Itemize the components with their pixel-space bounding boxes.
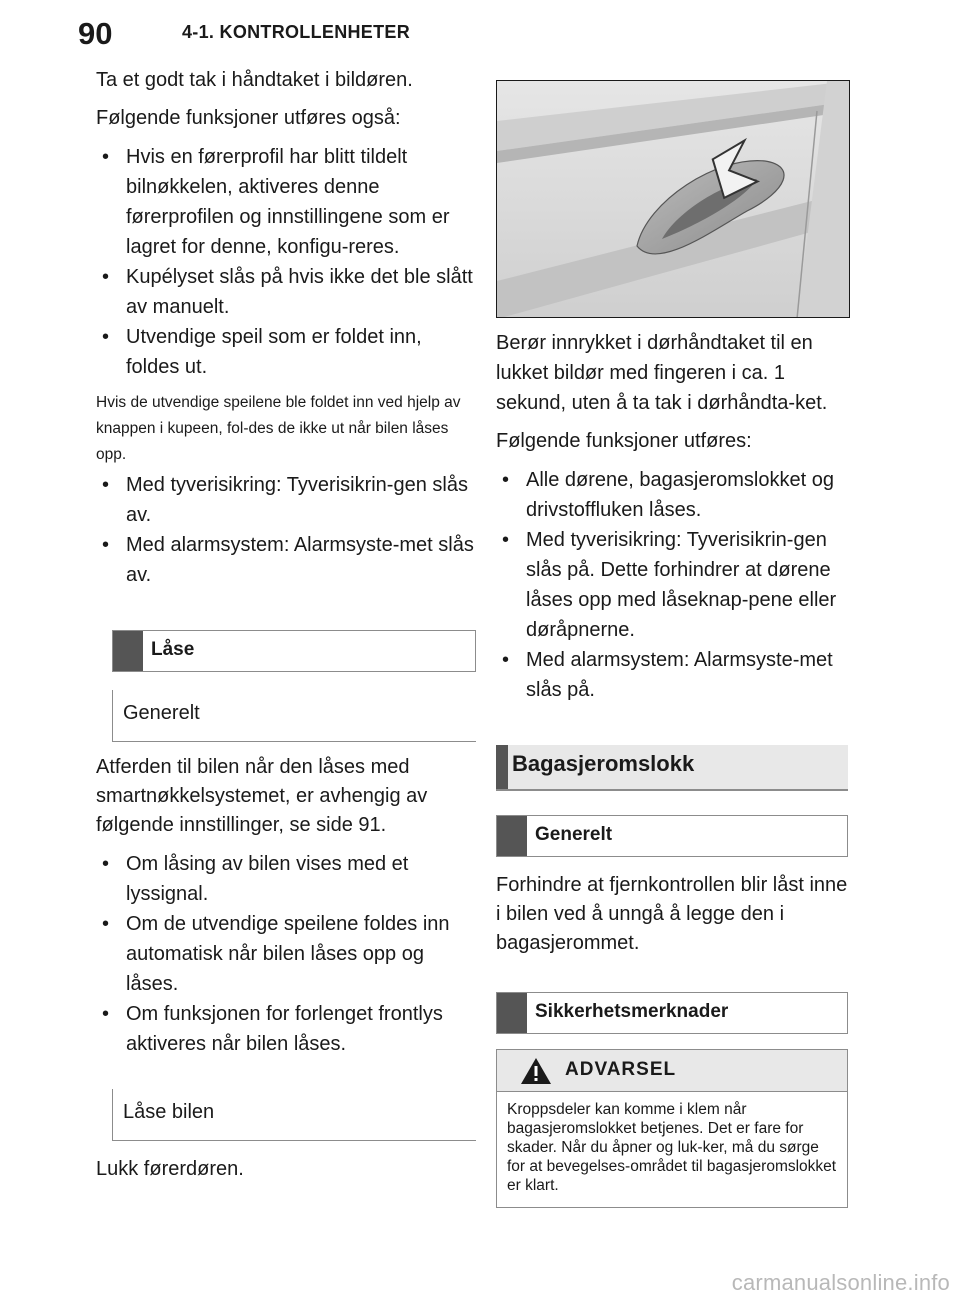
page-header [0, 0, 960, 60]
left-column [96, 66, 476, 1193]
list-item: • Om låsing av bilen vises med et lyssignal. [102, 853, 409, 905]
list-item: • Kupélyset slås på hvis ikke det ble slått av manuelt. [102, 266, 473, 318]
subheading-generelt: Generelt [112, 690, 476, 742]
door-handle-illustration [496, 80, 850, 318]
paragraph: Berør innrykket i dørhåndtaket til en lukket bildør med fingeren i ca. 1 sekund, uten å ta tak i dørhåndta-ket. [496, 332, 828, 414]
section-heading-generelt: Generelt [496, 815, 848, 857]
section-title: 4-1. KONTROLLENHETER [182, 22, 411, 42]
warning-title: ADVARSEL [565, 1059, 677, 1080]
section-heading-bagasjeromslokk: Bagasjeromslokk [496, 745, 848, 789]
paragraph: Lukk førerdøren. [96, 1158, 244, 1180]
paragraph: Atferden til bilen når den låses med smartnøkkelsystemet, er avhengig av følgende innstillinger, se side 91. [96, 756, 428, 836]
list-item: • Alle dørene, bagasjeromslokket og drivstoffluken låses. [502, 469, 834, 521]
list-item: • Hvis en førerprofil har blitt tildelt bilnøkkelen, aktiveres denne førerprofilen og innstillingene som er lagret for denne, konfigu-reres. [102, 146, 450, 258]
warning-box [496, 1049, 848, 1208]
bullet-list [96, 470, 476, 590]
list-item: • Med tyverisikring: Tyverisikrin-gen slås på. Dette forhindrer at dørene låses opp med låseknap-pene eller døråpnerne. [502, 529, 837, 641]
warning-text: Kroppsdeler kan komme i klem når bagasjeromslokket betjenes. Det er fare for skader. Når du åpner og luk-ker, må du sørge for at bevegelses-området til bagasjeromslokket er klart. [507, 1101, 837, 1194]
bullet-list [96, 142, 476, 382]
paragraph: Ta et godt tak i håndtaket i bildøren. [96, 69, 413, 91]
heading-bar [497, 816, 527, 856]
page-number: 90 [78, 16, 113, 51]
heading-bar [497, 993, 527, 1033]
subheading-lase-bilen: Låse bilen [112, 1089, 476, 1141]
list-item: • Om funksjonen for forlenget frontlys aktiveres når bilen låses. [102, 1003, 443, 1055]
paragraph: Følgende funksjoner utføres: [496, 430, 752, 452]
watermark: carmanualsonline.info [731, 1270, 950, 1295]
heading-bar [113, 631, 143, 671]
right-column [496, 80, 856, 1208]
note-text: Hvis de utvendige speilene ble foldet inn ved hjelp av knappen i kupeen, fol-des de ikke ut når bilen låses opp. [96, 394, 461, 463]
paragraph: Forhindre at fjernkontrollen blir låst inne i bilen ved å unngå å legge den i bagasjerommet. [496, 874, 848, 954]
bullet-list [496, 465, 856, 705]
section-heading-lase: Låse [112, 630, 476, 672]
bullet-list [96, 849, 476, 1059]
section-heading-sikkerhetsmerknader: Sikkerhetsmerknader [496, 992, 848, 1034]
list-item: • Utvendige speil som er foldet inn, foldes ut. [102, 326, 422, 378]
list-item: • Med alarmsystem: Alarmsyste-met slås på. [502, 649, 833, 701]
paragraph: Følgende funksjoner utføres også: [96, 107, 401, 129]
door-handle-drawing [497, 81, 850, 318]
warning-header [497, 1050, 847, 1092]
list-item: • Med alarmsystem: Alarmsyste-met slås av. [102, 534, 474, 586]
warning-triangle-icon [520, 1057, 552, 1085]
heading-bar [496, 745, 508, 789]
list-item: • Med tyverisikring: Tyverisikrin-gen slås av. [102, 474, 468, 526]
list-item: • Om de utvendige speilene foldes inn automatisk når bilen låses opp og låses. [102, 913, 450, 995]
